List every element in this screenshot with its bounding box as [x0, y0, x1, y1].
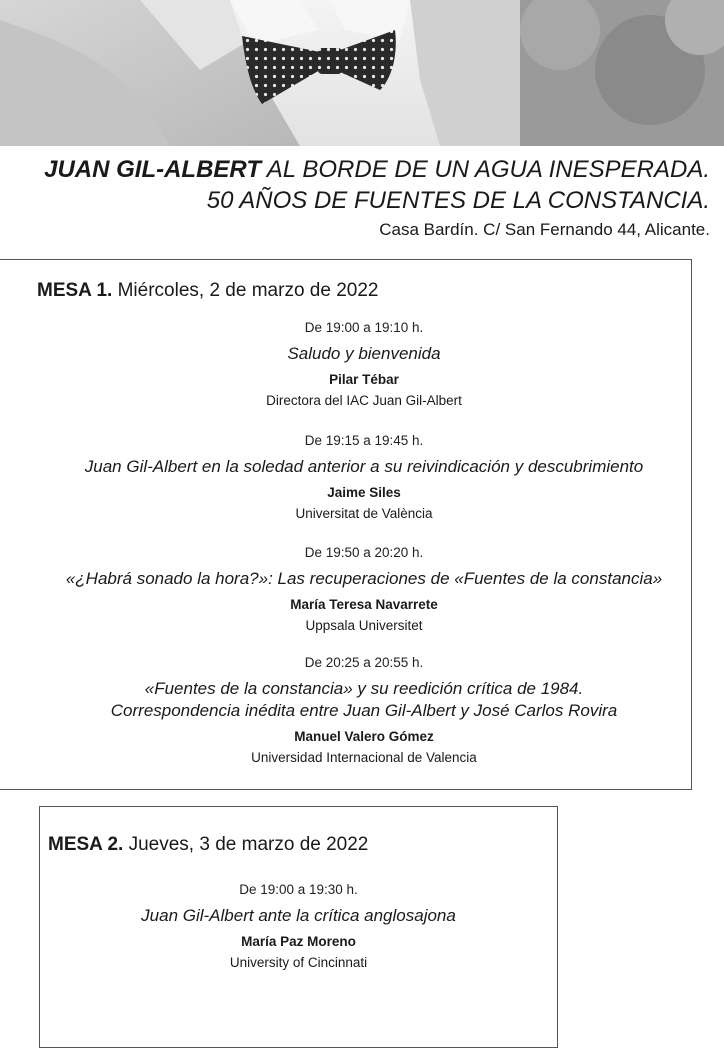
session-header	[37, 279, 378, 303]
session-header	[48, 833, 368, 857]
talk-affiliation: University of Cincinnati	[229, 955, 368, 970]
bow-tie-knot	[318, 48, 342, 74]
talk-item	[40, 881, 557, 972]
talk-time: De 19:00 a 19:10 h.	[304, 320, 424, 335]
talk-title: Juan Gil-Albert ante la crítica anglosajona	[141, 906, 456, 925]
talk-title-line-1: «Fuentes de la constancia» y su reedición crítica de 1984.	[144, 679, 584, 698]
talk-time: De 19:50 a 20:20 h.	[304, 545, 424, 560]
header-photo	[0, 0, 724, 146]
talk-time: De 19:00 a 19:30 h.	[239, 882, 358, 897]
talk-speaker: Manuel Valero Gómez	[294, 729, 434, 744]
portrait-illustration	[0, 0, 724, 146]
talk-speaker: Jaime Siles	[327, 485, 401, 500]
event-subtitle: 50 AÑOS DE FUENTES DE LA CONSTANCIA.	[206, 187, 710, 214]
talk-title: Saludo y bienvenida	[287, 344, 441, 363]
talk-affiliation: Universidad Internacional de Valencia	[251, 750, 477, 765]
session-date: Jueves, 3 de marzo de 2022	[123, 834, 369, 855]
talk-speaker: María Paz Moreno	[241, 934, 356, 949]
session-date: Miércoles, 2 de marzo de 2022	[112, 280, 379, 301]
talk-affiliation: Uppsala Universitet	[305, 618, 423, 633]
talk-speaker: Pilar Tébar	[329, 372, 399, 387]
talk-title-line-2: Correspondencia inédita entre Juan Gil-Albert y José Carlos Rovira	[110, 701, 618, 720]
talk-title: Juan Gil-Albert en la soledad anterior a su reivindicación y descubrimiento	[84, 457, 644, 476]
talk-item	[0, 432, 724, 523]
event-title	[10, 154, 710, 185]
session-label: MESA 1.	[37, 280, 113, 301]
talk-speaker: María Teresa Navarrete	[290, 597, 438, 612]
talk-time: De 19:15 a 19:45 h.	[304, 433, 424, 448]
title-block	[10, 154, 710, 242]
title-name: JUAN GIL-ALBERT	[44, 156, 261, 183]
talk-affiliation: Directora del IAC Juan Gil-Albert	[266, 393, 462, 408]
session-label: MESA 2.	[48, 834, 124, 855]
talk-item	[0, 319, 724, 410]
session-mesa-2	[39, 806, 558, 1048]
talk-time: De 20:25 a 20:55 h.	[304, 655, 424, 670]
talk-title: «¿Habrá sonado la hora?»: Las recuperaciones de «Fuentes de la constancia»	[65, 569, 663, 588]
title-rest: AL BORDE DE UN AGUA INESPERADA.	[260, 156, 710, 183]
talk-item	[0, 544, 724, 635]
talk-affiliation: Universitat de València	[295, 506, 433, 521]
venue: Casa Bardín. C/ San Fernando 44, Alicante.	[379, 220, 710, 239]
session-mesa-1	[0, 259, 692, 790]
talk-item	[0, 654, 724, 767]
